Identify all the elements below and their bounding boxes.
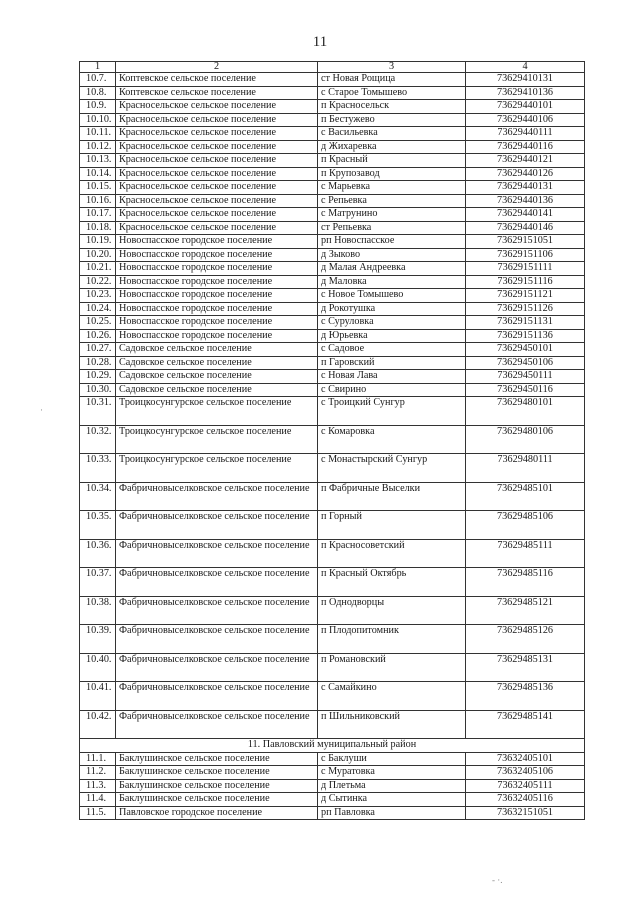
table-row <box>80 275 585 289</box>
row-number: 10.7. <box>80 73 116 87</box>
settlement-name: Фабричновыселковское сельское поселение <box>116 625 318 654</box>
oktmo-code: 73629151126 <box>466 302 585 316</box>
row-number: 10.27. <box>80 343 116 357</box>
locality-name: п Гаровский <box>318 356 466 370</box>
locality-name: с Баклуши <box>318 752 466 766</box>
row-number: 10.40. <box>80 653 116 682</box>
oktmo-code: 73629440141 <box>466 208 585 222</box>
oktmo-code: 73629151131 <box>466 316 585 330</box>
row-number: 10.13. <box>80 154 116 168</box>
settlement-name: Троицкосунгурское сельское поселение <box>116 425 318 454</box>
header-col-3: 3 <box>318 62 466 73</box>
settlement-name: Новоспасское городское поселение <box>116 275 318 289</box>
row-number: 10.10. <box>80 113 116 127</box>
oktmo-code: 73629440136 <box>466 194 585 208</box>
row-number: 10.17. <box>80 208 116 222</box>
table-row <box>80 539 585 568</box>
locality-name: с Монастырский Сунгур <box>318 454 466 483</box>
oktmo-code: 73632405101 <box>466 752 585 766</box>
table-row <box>80 127 585 141</box>
header-col-2: 2 <box>116 62 318 73</box>
oktmo-code: 73629410131 <box>466 73 585 87</box>
oktmo-code: 73629151051 <box>466 235 585 249</box>
locality-name: п Красносельск <box>318 100 466 114</box>
locality-name: п Романовский <box>318 653 466 682</box>
settlement-name: Красносельское сельское поселение <box>116 167 318 181</box>
settlement-name: Баклушинское сельское поселение <box>116 766 318 780</box>
oktmo-code: 73629440101 <box>466 100 585 114</box>
settlement-name: Красносельское сельское поселение <box>116 154 318 168</box>
locality-name: с Старое Томышево <box>318 86 466 100</box>
table-row <box>80 356 585 370</box>
settlement-name: Баклушинское сельское поселение <box>116 779 318 793</box>
oktmo-code: 73629151106 <box>466 248 585 262</box>
settlement-name: Новоспасское городское поселение <box>116 248 318 262</box>
oktmo-code: 73629440121 <box>466 154 585 168</box>
row-number: 10.39. <box>80 625 116 654</box>
settlement-name: Коптевское сельское поселение <box>116 73 318 87</box>
row-number: 10.12. <box>80 140 116 154</box>
table-row <box>80 625 585 654</box>
page-number: 11 <box>312 34 328 50</box>
row-number: 10.21. <box>80 262 116 276</box>
locality-name: п Красный <box>318 154 466 168</box>
table-row <box>80 766 585 780</box>
settlement-name: Новоспасское городское поселение <box>116 262 318 276</box>
oktmo-code: 73629485116 <box>466 568 585 597</box>
oktmo-code: 73629450106 <box>466 356 585 370</box>
oktmo-code: 73632405111 <box>466 779 585 793</box>
oktmo-code: 73629450101 <box>466 343 585 357</box>
locality-name: п Горный <box>318 511 466 540</box>
oktmo-code: 73629151111 <box>466 262 585 276</box>
locality-name: с Марьевка <box>318 181 466 195</box>
table-row <box>80 73 585 87</box>
table-row <box>80 113 585 127</box>
table-row <box>80 511 585 540</box>
settlement-name: Фабричновыселковское сельское поселение <box>116 482 318 511</box>
section-row <box>80 739 585 753</box>
locality-name: д Юрьевка <box>318 329 466 343</box>
table-row <box>80 154 585 168</box>
table-row <box>80 100 585 114</box>
settlement-name: Коптевское сельское поселение <box>116 86 318 100</box>
settlement-name: Троицкосунгурское сельское поселение <box>116 454 318 483</box>
locality-name: с Новая Лава <box>318 370 466 384</box>
row-number: 11.3. <box>80 779 116 793</box>
settlement-name: Баклушинское сельское поселение <box>116 793 318 807</box>
settlement-name: Новоспасское городское поселение <box>116 329 318 343</box>
settlement-name: Садовское сельское поселение <box>116 356 318 370</box>
oktmo-code: 73629440146 <box>466 221 585 235</box>
row-number: 10.15. <box>80 181 116 195</box>
table-row <box>80 370 585 384</box>
row-number: 10.41. <box>80 682 116 711</box>
table-row <box>80 248 585 262</box>
rows-group-a <box>80 73 585 397</box>
locality-name: д Рокотушка <box>318 302 466 316</box>
locality-name: ст Новая Рощица <box>318 73 466 87</box>
header-col-4: 4 <box>466 62 585 73</box>
locality-name: с Троицкий Сунгур <box>318 397 466 426</box>
row-number: 11.5. <box>80 806 116 820</box>
settlement-name: Фабричновыселковское сельское поселение <box>116 653 318 682</box>
locality-name: п Бестужево <box>318 113 466 127</box>
row-number: 10.33. <box>80 454 116 483</box>
settlement-name: Красносельское сельское поселение <box>116 100 318 114</box>
locality-name: п Плодопитомник <box>318 625 466 654</box>
row-number: 10.25. <box>80 316 116 330</box>
table-row <box>80 302 585 316</box>
row-number: 10.26. <box>80 329 116 343</box>
settlement-name: Красносельское сельское поселение <box>116 140 318 154</box>
oktmo-code: 73629485126 <box>466 625 585 654</box>
settlements-table <box>79 61 585 820</box>
table-row <box>80 343 585 357</box>
rows-group-b <box>80 397 585 739</box>
row-number: 10.16. <box>80 194 116 208</box>
table-row <box>80 167 585 181</box>
table-row <box>80 793 585 807</box>
oktmo-code: 73632405116 <box>466 793 585 807</box>
settlement-name: Фабричновыселковское сельское поселение <box>116 539 318 568</box>
row-number: 10.20. <box>80 248 116 262</box>
header-row <box>80 62 585 73</box>
table-row <box>80 208 585 222</box>
row-number: 10.14. <box>80 167 116 181</box>
oktmo-code: 73629440131 <box>466 181 585 195</box>
oktmo-code: 73629480101 <box>466 397 585 426</box>
oktmo-code: 73632405106 <box>466 766 585 780</box>
row-number: 10.19. <box>80 235 116 249</box>
oktmo-code: 73629151121 <box>466 289 585 303</box>
oktmo-code: 73629151136 <box>466 329 585 343</box>
locality-name: с Самайкино <box>318 682 466 711</box>
row-number: 10.11. <box>80 127 116 141</box>
header-col-1: 1 <box>80 62 116 73</box>
table-row <box>80 316 585 330</box>
table-row <box>80 181 585 195</box>
table-row <box>80 329 585 343</box>
row-number: 10.32. <box>80 425 116 454</box>
row-number: 10.36. <box>80 539 116 568</box>
section-title: 11. Павловский муниципальный район <box>80 739 585 753</box>
rows-group-c <box>80 752 585 820</box>
row-number: 10.28. <box>80 356 116 370</box>
oktmo-code: 73629151116 <box>466 275 585 289</box>
locality-name: с Садовое <box>318 343 466 357</box>
settlement-name: Красносельское сельское поселение <box>116 208 318 222</box>
table-row <box>80 710 585 739</box>
locality-name: д Жихаревка <box>318 140 466 154</box>
table-row <box>80 425 585 454</box>
settlement-name: Красносельское сельское поселение <box>116 194 318 208</box>
locality-name: п Красный Октябрь <box>318 568 466 597</box>
table-row <box>80 779 585 793</box>
locality-name: с Васильевка <box>318 127 466 141</box>
settlement-name: Красносельское сельское поселение <box>116 113 318 127</box>
table-row <box>80 482 585 511</box>
table-row <box>80 86 585 100</box>
table-row <box>80 397 585 426</box>
section-group <box>80 739 585 753</box>
oktmo-code: 73629450111 <box>466 370 585 384</box>
oktmo-code: 73629440106 <box>466 113 585 127</box>
locality-name: с Комаровка <box>318 425 466 454</box>
locality-name: с Муратовка <box>318 766 466 780</box>
settlement-name: Баклушинское сельское поселение <box>116 752 318 766</box>
row-number: 10.34. <box>80 482 116 511</box>
settlement-name: Красносельское сельское поселение <box>116 221 318 235</box>
locality-name: д Плетьма <box>318 779 466 793</box>
settlement-name: Садовское сельское поселение <box>116 343 318 357</box>
row-number: 10.38. <box>80 596 116 625</box>
settlement-name: Фабричновыселковское сельское поселение <box>116 710 318 739</box>
row-number: 10.42. <box>80 710 116 739</box>
oktmo-code: 73629440111 <box>466 127 585 141</box>
table-row <box>80 235 585 249</box>
oktmo-code: 73629485141 <box>466 710 585 739</box>
oktmo-code: 73629485101 <box>466 482 585 511</box>
row-number: 10.29. <box>80 370 116 384</box>
row-number: 11.4. <box>80 793 116 807</box>
row-number: 10.18. <box>80 221 116 235</box>
table-row <box>80 194 585 208</box>
table-row <box>80 383 585 397</box>
table-row <box>80 806 585 820</box>
row-number: 10.24. <box>80 302 116 316</box>
locality-name: п Шильниковский <box>318 710 466 739</box>
row-number: 11.2. <box>80 766 116 780</box>
row-number: 11.1. <box>80 752 116 766</box>
row-number: 10.37. <box>80 568 116 597</box>
oktmo-code: 73629440126 <box>466 167 585 181</box>
scan-speck: - ·. <box>492 875 503 885</box>
oktmo-code: 73629480111 <box>466 454 585 483</box>
oktmo-code: 73629485106 <box>466 511 585 540</box>
oktmo-code: 73629485136 <box>466 682 585 711</box>
settlement-name: Новоспасское городское поселение <box>116 235 318 249</box>
settlement-name: Новоспасское городское поселение <box>116 289 318 303</box>
row-number: 10.30. <box>80 383 116 397</box>
locality-name: рп Новоспасское <box>318 235 466 249</box>
locality-name: д Маловка <box>318 275 466 289</box>
locality-name: д Сытинка <box>318 793 466 807</box>
oktmo-code: 73629485121 <box>466 596 585 625</box>
locality-name: с Репьевка <box>318 194 466 208</box>
settlement-name: Павловское городское поселение <box>116 806 318 820</box>
row-number: 10.22. <box>80 275 116 289</box>
table-row <box>80 140 585 154</box>
locality-name: с Матрунино <box>318 208 466 222</box>
table-row <box>80 596 585 625</box>
table-row <box>80 568 585 597</box>
oktmo-code: 73629480106 <box>466 425 585 454</box>
settlement-name: Новоспасское городское поселение <box>116 302 318 316</box>
row-number: 10.23. <box>80 289 116 303</box>
table-row <box>80 262 585 276</box>
oktmo-code: 73629410136 <box>466 86 585 100</box>
oktmo-code: 73629485131 <box>466 653 585 682</box>
row-number: 10.31. <box>80 397 116 426</box>
settlement-name: Новоспасское городское поселение <box>116 316 318 330</box>
settlement-name: Фабричновыселковское сельское поселение <box>116 511 318 540</box>
locality-name: ст Репьевка <box>318 221 466 235</box>
settlement-name: Фабричновыселковское сельское поселение <box>116 596 318 625</box>
table-row <box>80 454 585 483</box>
settlement-name: Красносельское сельское поселение <box>116 127 318 141</box>
locality-name: п Однодворцы <box>318 596 466 625</box>
table-row <box>80 221 585 235</box>
row-number: 10.35. <box>80 511 116 540</box>
table-row <box>80 653 585 682</box>
table-row <box>80 752 585 766</box>
settlement-name: Садовское сельское поселение <box>116 383 318 397</box>
locality-name: с Суруловка <box>318 316 466 330</box>
locality-name: п Фабричные Выселки <box>318 482 466 511</box>
locality-name: с Новое Томышево <box>318 289 466 303</box>
row-number: 10.8. <box>80 86 116 100</box>
row-number: 10.9. <box>80 100 116 114</box>
oktmo-code: 73629485111 <box>466 539 585 568</box>
settlement-name: Фабричновыселковское сельское поселение <box>116 682 318 711</box>
locality-name: д Малая Андреевка <box>318 262 466 276</box>
settlement-name: Фабричновыселковское сельское поселение <box>116 568 318 597</box>
settlement-name: Троицкосунгурское сельское поселение <box>116 397 318 426</box>
locality-name: д Зыково <box>318 248 466 262</box>
locality-name: п Крупозавод <box>318 167 466 181</box>
oktmo-code: 73632151051 <box>466 806 585 820</box>
locality-name: рп Павловка <box>318 806 466 820</box>
settlement-name: Садовское сельское поселение <box>116 370 318 384</box>
oktmo-code: 73629450116 <box>466 383 585 397</box>
locality-name: с Свирино <box>318 383 466 397</box>
table-row <box>80 289 585 303</box>
table-row <box>80 682 585 711</box>
scan-speck: · <box>40 405 43 415</box>
oktmo-code: 73629440116 <box>466 140 585 154</box>
settlement-name: Красносельское сельское поселение <box>116 181 318 195</box>
locality-name: п Красносоветский <box>318 539 466 568</box>
